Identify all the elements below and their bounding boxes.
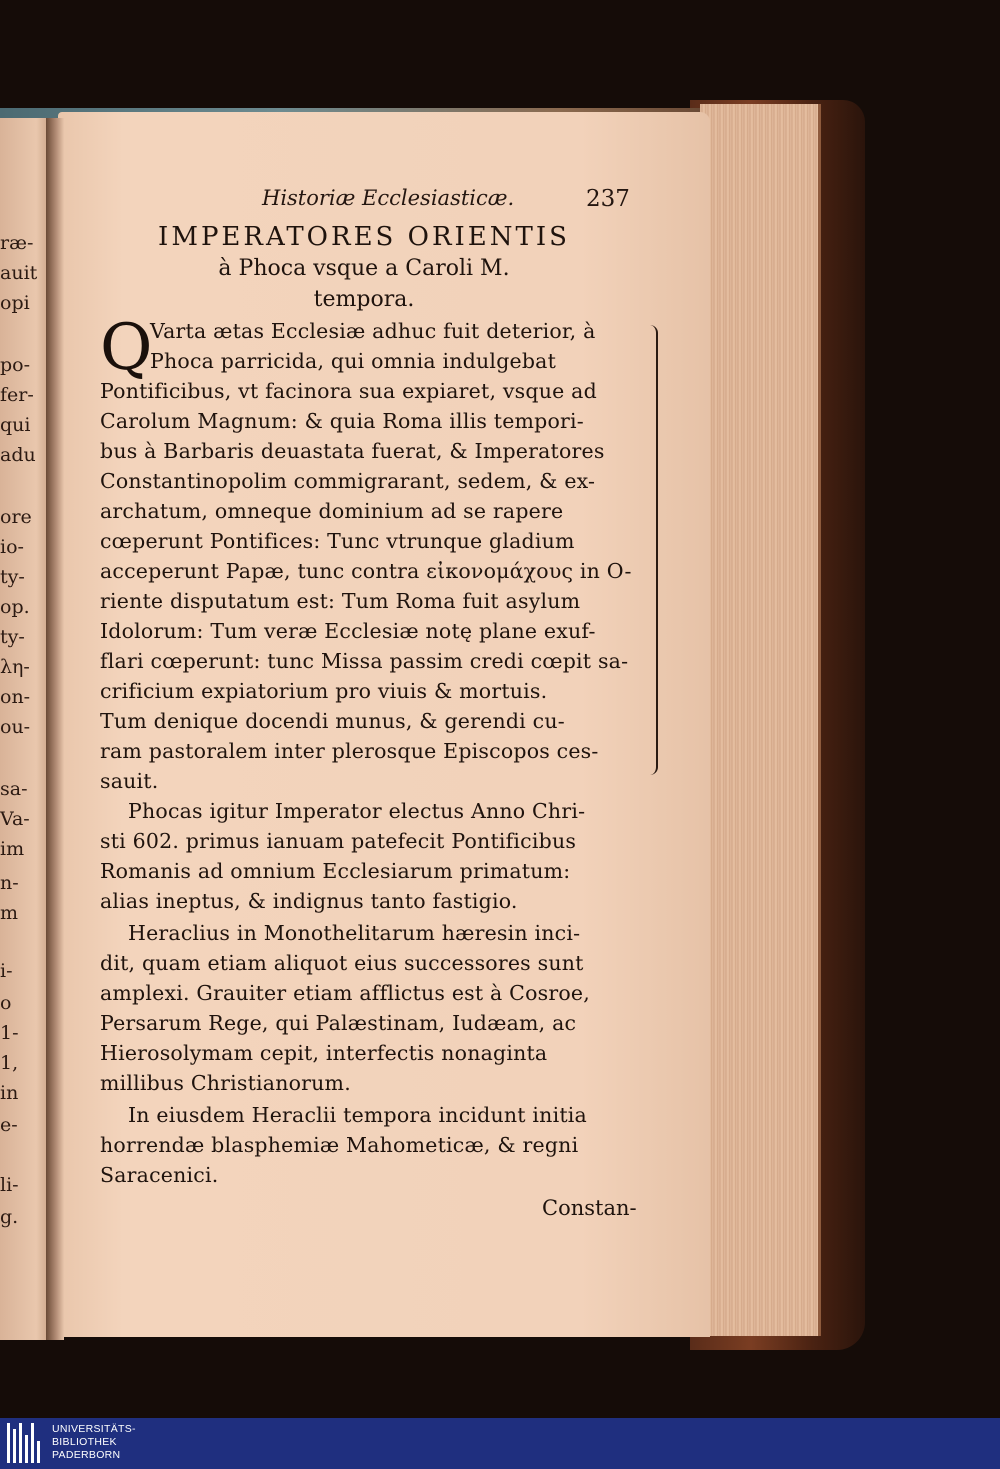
text-line: Constantinopolim commigrarant, sedem, & ex- xyxy=(100,469,596,493)
text-line: sti 602. primus ianuam patefecit Pontificibus xyxy=(100,829,577,853)
library-name xyxy=(52,1423,136,1462)
left-fragment: m xyxy=(0,902,19,924)
left-fragment: fer- xyxy=(0,384,34,406)
left-fragment: 1, xyxy=(0,1052,19,1074)
left-fragment: g. xyxy=(0,1206,19,1228)
left-fragment: adu xyxy=(0,444,36,466)
drop-cap: Q xyxy=(100,311,153,385)
text-line: Persarum Rege, qui Palæstinam, Iudæam, ac xyxy=(100,1011,577,1035)
left-fragment: ty- xyxy=(0,566,25,588)
text-line: cœperunt Pontifices: Tunc vtrunque gladium xyxy=(100,529,575,553)
text-line: Carolum Magnum: & quia Roma illis tempori- xyxy=(100,409,584,433)
left-fragment: sa- xyxy=(0,778,28,800)
text-line: Phoca parricida, qui omnia indulgebat xyxy=(150,349,557,373)
left-fragment: po- xyxy=(0,354,31,376)
left-fragment: i- xyxy=(0,960,13,982)
left-fragment: op. xyxy=(0,596,30,618)
page-number: 237 xyxy=(586,186,630,212)
subheading-line-1: à Phoca vsque a Caroli M. xyxy=(218,256,510,281)
left-fragment: io- xyxy=(0,536,24,558)
left-fragment: e- xyxy=(0,1114,18,1136)
left-fragment: li- xyxy=(0,1174,19,1196)
library-name-line-1: UNIVERSITÄTS- xyxy=(52,1423,136,1435)
text-line: sauit. xyxy=(100,769,159,793)
left-fragment: ou- xyxy=(0,716,31,738)
left-fragment: λη- xyxy=(0,656,30,678)
text-line: alias ineptus, & indignus tanto fastigio. xyxy=(100,889,518,913)
text-line: ram pastoralem inter plerosque Episcopos ces- xyxy=(100,739,599,763)
text-line: Saracenici. xyxy=(100,1163,219,1187)
library-footer xyxy=(0,1418,1000,1469)
text-line: Tum denique docendi munus, & gerendi cu- xyxy=(100,709,565,733)
left-fragment: n- xyxy=(0,872,19,894)
left-fragment: in xyxy=(0,1082,19,1104)
text-line: millibus Christianorum. xyxy=(100,1071,351,1095)
left-fragment: Va- xyxy=(0,808,30,830)
left-fragment: o xyxy=(0,992,12,1014)
library-name-line-3: PADERBORN xyxy=(52,1449,121,1461)
chapter-heading: IMPERATORES ORIENTIS xyxy=(158,222,570,252)
left-fragment: ore xyxy=(0,506,32,528)
library-logo-icon xyxy=(7,1423,47,1463)
text-line: Hierosolymam cepit, interfectis nonaginta xyxy=(100,1041,548,1065)
left-fragment: ty- xyxy=(0,626,25,648)
margin-bracket xyxy=(646,325,658,775)
catchword: Constan- xyxy=(542,1196,637,1220)
left-fragment: 1- xyxy=(0,1022,19,1044)
text-line: riente disputatum est: Tum Roma fuit asylum xyxy=(100,589,581,613)
library-name-line-2: BIBLIOTHEK xyxy=(52,1436,117,1448)
text-line: Romanis ad omnium Ecclesiarum primatum: xyxy=(100,859,571,883)
text-line: flari cœperunt: tunc Missa passim credi cœpit sa- xyxy=(100,649,629,673)
text-line: Phocas igitur Imperator electus Anno Chri- xyxy=(128,799,586,823)
left-fragment: on- xyxy=(0,686,31,708)
left-fragment: opi xyxy=(0,292,30,314)
text-line: Varta ætas Ecclesiæ adhuc fuit deterior, à xyxy=(150,319,596,343)
text-line: Pontificibus, vt facinora sua expiaret, vsque ad xyxy=(100,379,597,403)
chapter-subheading xyxy=(132,253,596,315)
book-gutter xyxy=(46,118,64,1340)
text-line: Idolorum: Tum veræ Ecclesiæ notę plane exuf- xyxy=(100,619,596,643)
running-title: Historiæ Ecclesiasticæ. xyxy=(262,186,515,210)
page-fore-edge xyxy=(700,104,821,1336)
subheading-line-2: tempora. xyxy=(313,287,415,312)
left-fragment: auit xyxy=(0,262,38,284)
text-line: acceperunt Papæ, tunc contra εἰκονομάχους in O- xyxy=(100,559,632,583)
text-line: amplexi. Grauiter etiam afflictus est à Cosroe, xyxy=(100,981,590,1005)
text-line: In eiusdem Heraclii tempora incidunt initia xyxy=(128,1103,587,1127)
left-fragment: qui xyxy=(0,414,31,436)
text-line: bus à Barbaris deuastata fuerat, & Imperatores xyxy=(100,439,605,463)
text-line: horrendæ blasphemiæ Mahometicæ, & regni xyxy=(100,1133,579,1157)
text-line: Heraclius in Monothelitarum hæresin inci- xyxy=(128,921,581,945)
text-line: archatum, omneque dominium ad se rapere xyxy=(100,499,564,523)
text-line: crificium expiatorium pro viuis & mortuis. xyxy=(100,679,548,703)
left-fragment: im xyxy=(0,838,25,860)
text-line: dit, quam etiam aliquot eius successores sunt xyxy=(100,951,584,975)
left-fragment: ræ- xyxy=(0,232,34,254)
